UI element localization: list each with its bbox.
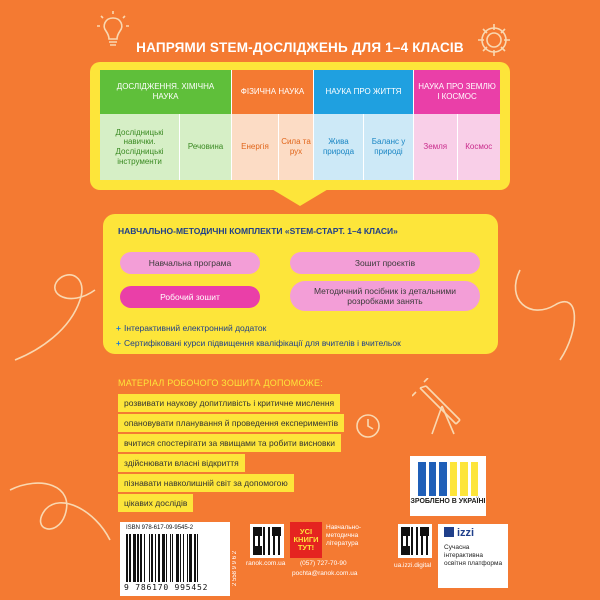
swirl-doodle-icon [10, 260, 105, 370]
ranok-email: pochta@ranok.com.ua [292, 570, 358, 577]
all-books-here-badge: УСІ КНИГИ ТУТ! [290, 522, 322, 558]
magnet-doodle-icon [500, 260, 590, 370]
stem-column-physics [232, 70, 314, 180]
stem-topic: Космос [458, 114, 501, 180]
ranok-caption: Навчально-методична література [326, 524, 362, 548]
stem-column-header: ДОСЛІДЖЕННЯ. ХІМІЧНА НАУКА [100, 70, 231, 114]
stem-topic: Земля [414, 114, 458, 180]
clock-icon [354, 412, 382, 440]
stem-topic: Жива природа [314, 114, 364, 180]
material-title: МАТЕРІАЛ РОБОЧОГО ЗОШИТА ДОПОМОЖЕ: [118, 378, 323, 388]
ukraine-stripes-icon [418, 462, 478, 496]
izzi-url: ua.izzi.digital [394, 562, 432, 569]
stem-topic: Енергія [232, 114, 279, 180]
izzi-mark-icon [444, 527, 454, 537]
page-title: НАПРЯМИ STEM-ДОСЛІДЖЕНЬ ДЛЯ 1–4 КЛАСІВ [136, 40, 464, 55]
stem-column-header: ФІЗИЧНА НАУКА [232, 70, 313, 114]
material-item: цікавих дослідів [118, 494, 193, 512]
stem-column-header: НАУКА ПРО ЖИТТЯ [314, 70, 413, 114]
material-item: пізнавати навколишній світ за допомогою [118, 474, 294, 492]
loop-doodle-icon [5, 470, 115, 550]
made-in-ukraine-label: ЗРОБЛЕНО В УКРАЇНІ [410, 498, 486, 505]
barcode [120, 522, 230, 596]
stem-column-research [100, 70, 232, 180]
stem-directions-table [100, 70, 500, 180]
made-in-ukraine-badge [410, 456, 486, 516]
pill-curriculum: Навчальна програма [120, 252, 260, 274]
izzi-qr-code [398, 524, 432, 558]
down-arrow-icon [270, 188, 330, 206]
stem-column-earth-space [414, 70, 500, 180]
telescope-icon [412, 378, 472, 438]
pill-methodical-guide: Методичний посібник із детальними розробками занять [290, 281, 480, 311]
stem-column-header: НАУКА ПРО ЗЕМЛЮ І КОСМОС [414, 70, 500, 114]
stem-topic: Речовина [180, 114, 231, 180]
stem-column-life [314, 70, 414, 180]
barcode-bars-icon [126, 534, 224, 582]
stem-topic: Баланс у природі [364, 114, 413, 180]
izzi-platform-badge [438, 524, 508, 588]
material-item: здійснювати власні відкриття [118, 454, 245, 472]
stem-topic: Дослідницькі навички. Дослідницькі інструменти [100, 114, 180, 180]
stem-topic: Сила та рух [279, 114, 313, 180]
material-item: розвивати наукову допитливість і критичне мислення [118, 394, 340, 412]
izzi-logo: izzi [444, 527, 474, 539]
kits-bullet: + Інтерактивний електронний додаток [116, 323, 267, 333]
kits-bullet: + Сертифіковані курси підвищення кваліфікації для вчителів і вчительок [116, 338, 401, 348]
ean-side-digits: 2 558 9 9 6 2 [232, 550, 238, 586]
isbn-number: ISBN 978-617-09-9545-2 [126, 525, 194, 531]
ranok-qr-code [250, 524, 284, 558]
ranok-phone: (057) 727-70-90 [300, 560, 347, 567]
ranok-url: ranok.com.ua [246, 560, 286, 567]
material-item: вчитися спостерігати за явищами та робити висновки [118, 434, 341, 452]
izzi-caption: Сучасна інтерактивна освітня платформа [444, 544, 503, 568]
kits-title: НАВЧАЛЬНО-МЕТОДИЧНІ КОМПЛЕКТИ «STEM-СТАРТ. 1–4 КЛАСИ» [118, 226, 398, 236]
pill-workbook: Робочий зошит [120, 286, 260, 308]
pill-project-notebook: Зошит проєктів [290, 252, 480, 274]
material-item: опановувати планування й проведення експериментів [118, 414, 344, 432]
ean-digits: 9 786170 995452 [124, 583, 209, 592]
